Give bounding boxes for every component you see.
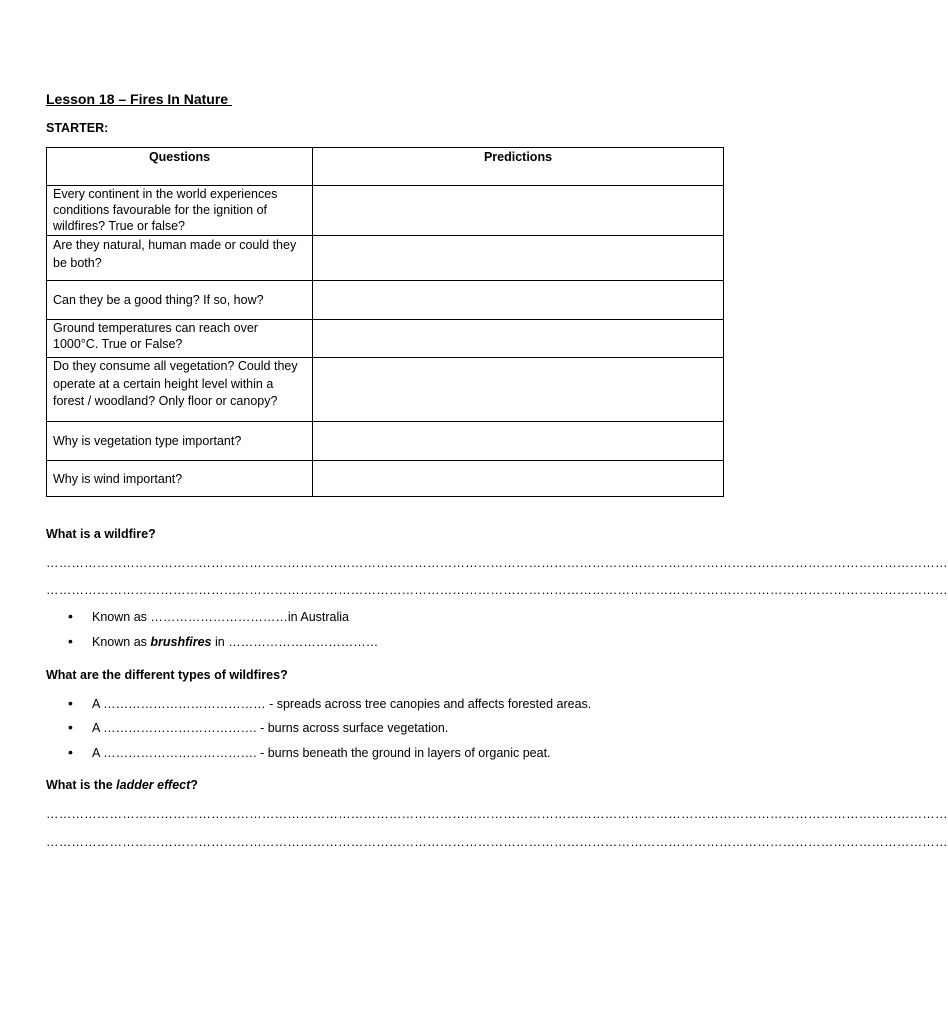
prediction-cell[interactable] (313, 236, 724, 281)
bullet-icon: • (68, 695, 73, 711)
bullet-text: Known as (92, 635, 151, 649)
prediction-cell[interactable] (313, 186, 724, 236)
prediction-cell[interactable] (313, 320, 724, 358)
questions-header: Questions (47, 148, 313, 186)
table-row (47, 358, 724, 422)
bullet-text: in ……………………………… (211, 635, 379, 649)
question-cell: Why is wind important? (47, 461, 313, 497)
question-cell: Can they be a good thing? If so, how? (47, 281, 313, 320)
prediction-cell[interactable] (313, 461, 724, 497)
table-row (47, 236, 724, 281)
ladder-effect-heading: What is the ladder effect? (46, 778, 198, 792)
wildfire-question-heading: What is a wildfire? (46, 527, 156, 541)
starter-label: STARTER: (46, 121, 109, 135)
bullet-text: A ………………………………… - spreads across tree canopies and affects forested areas. (92, 697, 592, 711)
starter-questions-table (46, 147, 724, 497)
brushfires-term: brushfires (150, 635, 212, 649)
bullet-text: A ………………………………. - burns beneath the ground in layers of organic peat. (92, 746, 551, 760)
bullet-icon: • (68, 719, 73, 735)
list-item (68, 719, 448, 736)
list-item (68, 608, 349, 625)
question-cell: Ground temperatures can reach over 1000°C. True or False? (47, 320, 313, 358)
prediction-cell[interactable] (313, 358, 724, 422)
question-cell: Are they natural, human made or could they be both? (47, 236, 313, 281)
predictions-header: Predictions (313, 148, 724, 186)
list-item (68, 744, 551, 761)
question-cell: Every continent in the world experiences conditions favourable for the ignition of wildfires? True or false? (47, 186, 313, 236)
bullet-icon: • (68, 608, 73, 624)
answer-line[interactable]: …………………………………………………………………………………………………………………………………………………………………………………………… (46, 835, 948, 849)
list-item (68, 633, 378, 650)
table-row (47, 186, 724, 236)
prediction-cell[interactable] (313, 422, 724, 461)
bullet-icon: • (68, 633, 73, 649)
answer-line[interactable]: …………………………………………………………………………………………………………………………………………………………………………………………… (46, 807, 948, 821)
bullet-text: A ………………………………. - burns across surface vegetation. (92, 721, 449, 735)
answer-line[interactable]: …………………………………………………………………………………………………………………………………………………………………………………………… (46, 583, 948, 597)
question-cell: Do they consume all vegetation? Could they operate at a certain height level within a forest / woodland? Only floor or canopy? (47, 358, 313, 422)
wildfire-types-heading: What are the different types of wildfires? (46, 668, 288, 682)
bullet-text: Known as ……………………………in Australia (92, 610, 350, 624)
list-item (68, 695, 591, 712)
prediction-cell[interactable] (313, 281, 724, 320)
lesson-title: Lesson 18 – Fires In Nature (46, 91, 232, 107)
table-row (47, 422, 724, 461)
question-cell: Why is vegetation type important? (47, 422, 313, 461)
ladder-effect-term: ladder effect (116, 778, 191, 792)
bullet-icon: • (68, 744, 73, 760)
table-row (47, 281, 724, 320)
table-header-row (47, 148, 724, 186)
table-row (47, 461, 724, 497)
answer-line[interactable]: …………………………………………………………………………………………………………………………………………………………………………………………… (46, 556, 948, 570)
table-row (47, 320, 724, 358)
